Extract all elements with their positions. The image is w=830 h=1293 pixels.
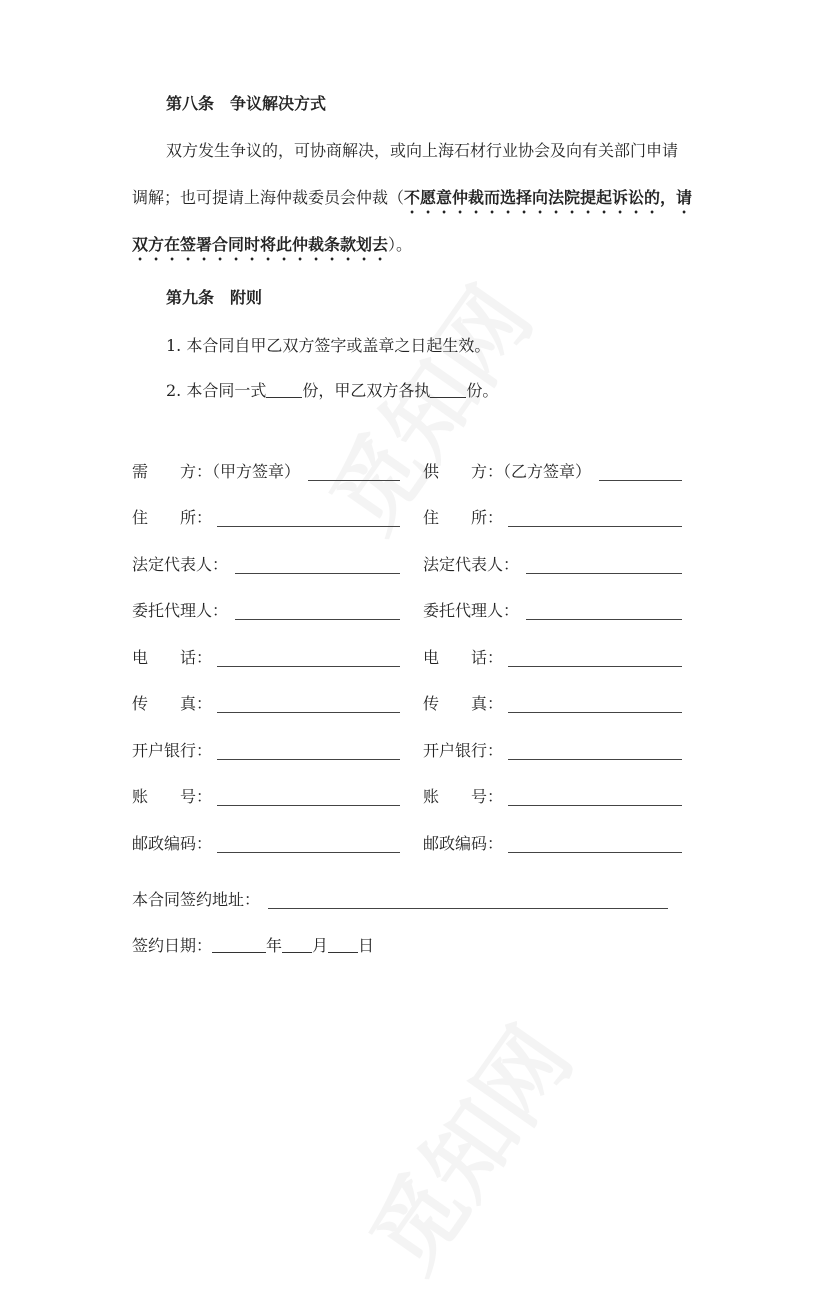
field-label: 邮政编码： xyxy=(132,834,213,853)
signing-date-row xyxy=(132,936,432,956)
buyer-field-row xyxy=(132,741,400,761)
buyer-field-row xyxy=(132,694,400,714)
field-label: 开户银行： xyxy=(423,741,504,760)
article8-emphasis: 双方在签署合同时将此仲裁条款划去 xyxy=(132,235,389,254)
field-input[interactable] xyxy=(217,834,400,853)
month-label: 月 xyxy=(312,936,329,955)
watermark xyxy=(334,997,595,1293)
field-input[interactable] xyxy=(526,555,682,574)
field-input[interactable] xyxy=(508,694,682,713)
article8-line1: 双方发生争议的，可协商解决，或向上海石材行业协会及向有关部门申请 xyxy=(166,141,679,160)
month-field[interactable] xyxy=(282,936,312,953)
signing-address-label: 本合同签约地址： xyxy=(132,890,261,909)
article8-line3-end: ）。 xyxy=(388,235,413,254)
buyer-field-row xyxy=(132,834,400,854)
supplier-field-row xyxy=(423,694,682,714)
article8-emphasis: 不愿意仲裁而选择向法院提起诉讼的，请 xyxy=(404,188,693,207)
field-label: 电 话： xyxy=(132,648,213,667)
field-label: 法定代表人： xyxy=(132,555,229,574)
buyer-field-row xyxy=(132,508,400,528)
article9-item2 xyxy=(166,381,498,401)
signing-address-row xyxy=(132,890,672,910)
copies-total-blank[interactable] xyxy=(266,381,302,398)
buyer-field-row xyxy=(132,787,400,807)
supplier-field-row xyxy=(423,787,682,807)
field-label: 账 号： xyxy=(423,787,504,806)
signing-date-label: 签约日期： xyxy=(132,936,213,955)
field-input[interactable] xyxy=(508,787,682,806)
signing-address-field[interactable] xyxy=(268,890,668,909)
article8-title: 第八条 争议解决方式 xyxy=(166,94,327,113)
field-input[interactable] xyxy=(508,648,682,667)
article8-line3 xyxy=(132,235,412,264)
field-label: 传 真： xyxy=(423,694,504,713)
article9-item1: 1. 本合同自甲乙双方签字或盖章之日起生效。 xyxy=(166,336,491,355)
field-label: 需 方：（甲方签章） xyxy=(132,462,301,481)
supplier-field-row xyxy=(423,834,682,854)
field-label: 法定代表人： xyxy=(423,555,520,574)
field-input[interactable] xyxy=(508,741,682,760)
field-label: 供 方：（乙方签章） xyxy=(423,462,592,481)
day-label: 日 xyxy=(358,936,375,955)
year-label: 年 xyxy=(266,936,283,955)
field-input[interactable] xyxy=(217,648,400,667)
article8-line2 xyxy=(132,188,692,217)
field-label: 住 所： xyxy=(132,508,213,527)
field-input[interactable] xyxy=(308,462,400,481)
buyer-field-row xyxy=(132,555,400,575)
field-input[interactable] xyxy=(217,787,400,806)
field-input[interactable] xyxy=(526,601,682,620)
field-label: 委托代理人： xyxy=(423,601,520,620)
item2-text: 份。 xyxy=(466,381,499,400)
field-input[interactable] xyxy=(235,555,400,574)
article9-title: 第九条 附则 xyxy=(166,288,263,307)
buyer-field-row xyxy=(132,462,400,482)
supplier-field-row xyxy=(423,462,682,482)
supplier-field-row xyxy=(423,508,682,528)
field-label: 账 号： xyxy=(132,787,213,806)
supplier-field-row xyxy=(423,555,682,575)
field-label: 电 话： xyxy=(423,648,504,667)
supplier-field-row xyxy=(423,648,682,668)
buyer-field-row xyxy=(132,601,400,621)
field-input[interactable] xyxy=(217,694,400,713)
item2-text: 2. 本合同一式 xyxy=(166,381,267,400)
field-label: 邮政编码： xyxy=(423,834,504,853)
day-field[interactable] xyxy=(328,936,358,953)
field-input[interactable] xyxy=(217,508,400,527)
field-label: 传 真： xyxy=(132,694,213,713)
field-input[interactable] xyxy=(235,601,400,620)
field-input[interactable] xyxy=(508,508,682,527)
year-field[interactable] xyxy=(212,936,266,953)
item2-text: 份，甲乙双方各执 xyxy=(302,381,431,400)
field-label: 开户银行： xyxy=(132,741,213,760)
field-input[interactable] xyxy=(217,741,400,760)
buyer-field-row xyxy=(132,648,400,668)
copies-each-blank[interactable] xyxy=(430,381,466,398)
field-label: 住 所： xyxy=(423,508,504,527)
field-input[interactable] xyxy=(508,834,682,853)
supplier-field-row xyxy=(423,741,682,761)
field-input[interactable] xyxy=(599,462,682,481)
supplier-field-row xyxy=(423,601,682,621)
field-label: 委托代理人： xyxy=(132,601,229,620)
article8-line2-text: 调解；也可提请上海仲裁委员会仲裁（ xyxy=(132,188,405,207)
